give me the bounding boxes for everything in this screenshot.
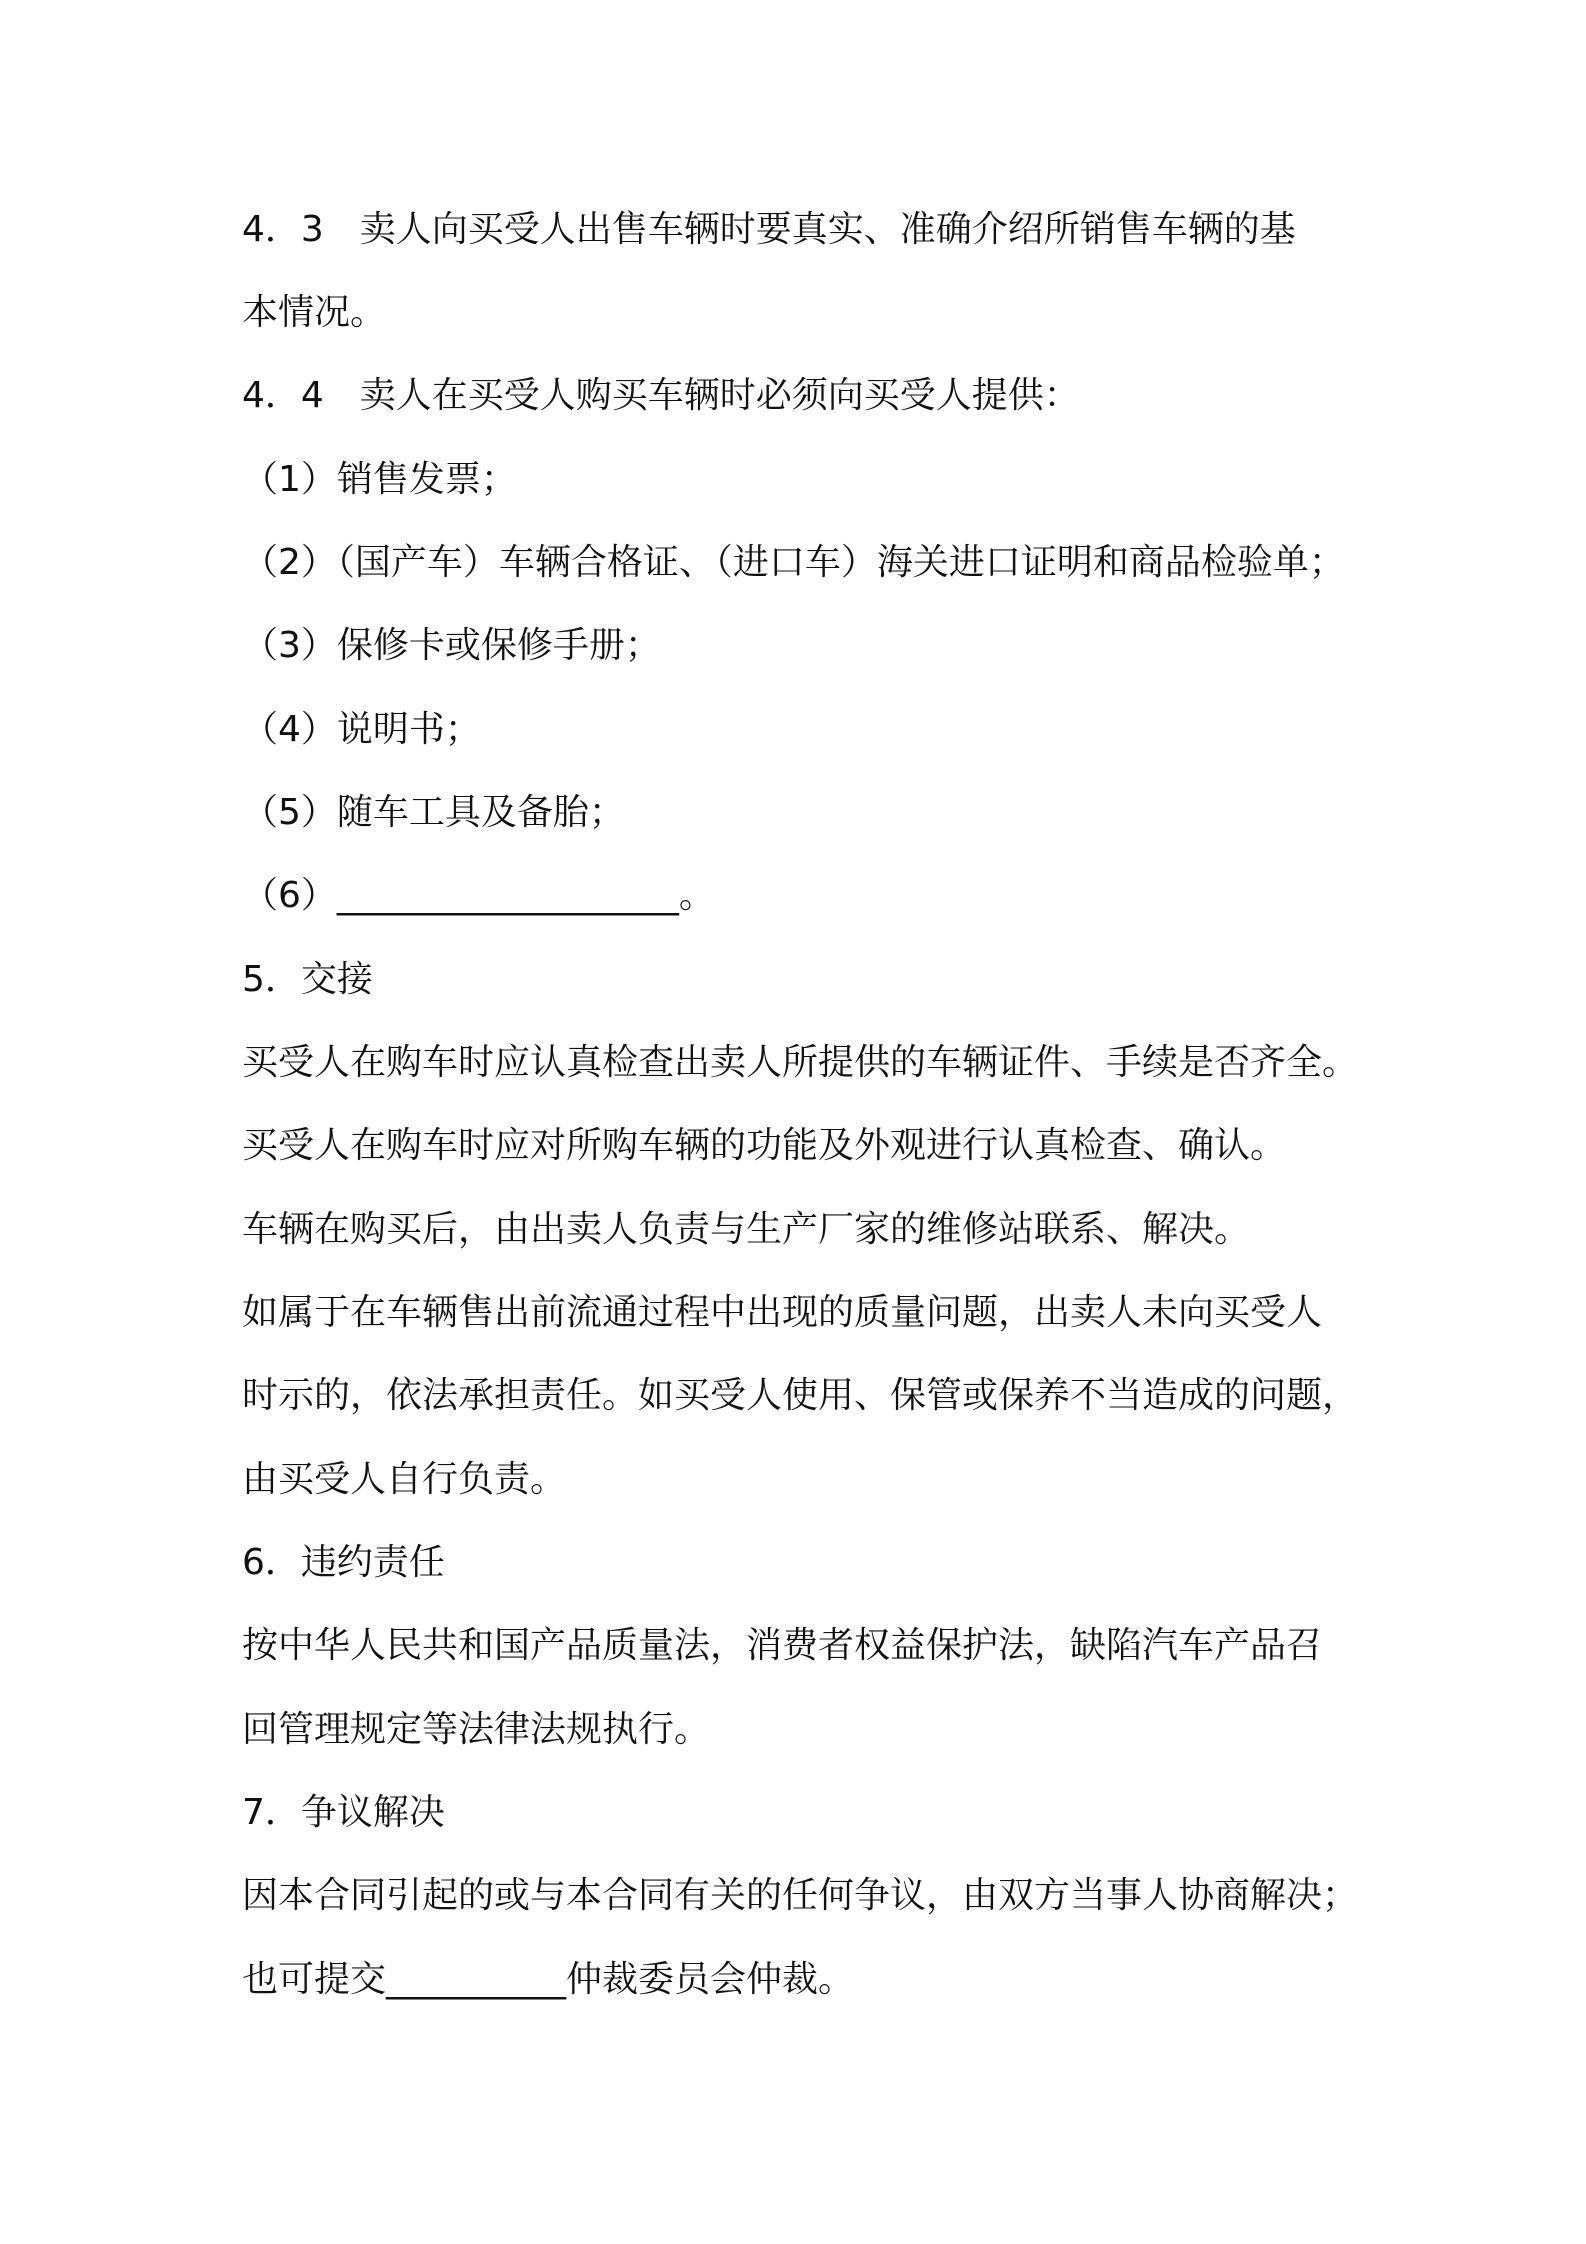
section-5-para-2: 买受人在购车时应对所购车辆的功能及外观进行认真检查、确认。 (242, 1125, 1287, 1166)
section-6-para-line-1: 按中华人民共和国产品质量法，消费者权益保护法，缺陷汽车产品召 (242, 1625, 1323, 1666)
clause-4-4: 4．4 卖人在买受人购买车辆时必须向买受人提供： (242, 375, 1080, 416)
section-7-para-line-2: 也可提交__________仲裁委员会仲裁。 (242, 1959, 855, 2000)
item-1: （1）销售发票； (242, 459, 517, 500)
item-6-blank: （6）___________________。 (242, 875, 715, 916)
section-5-heading: 5．交接 (242, 959, 373, 1000)
clause-4-3-line-1: 4．3 卖人向买受人出售车辆时要真实、准确介绍所销售车辆的基 (242, 209, 1296, 250)
item-2: （2）（国产车）车辆合格证、（进口车）海关进口证明和商品检验单； (242, 542, 1345, 583)
section-7-heading: 7．争议解决 (242, 1792, 445, 1833)
section-5-para-1: 买受人在购车时应认真检查出卖人所提供的车辆证件、手续是否齐全。 (242, 1042, 1359, 1083)
clause-4-3-line-2: 本情况。 (242, 292, 387, 333)
section-5-para-4-line-2: 时示的，依法承担责任。如买受人使用、保管或保养不当造成的问题， (242, 1375, 1359, 1416)
section-5-para-3: 车辆在购买后，由出卖人负责与生产厂家的维修站联系、解决。 (242, 1209, 1251, 1250)
section-5-para-4-line-1: 如属于在车辆售出前流通过程中出现的质量问题，出卖人未向买受人 (242, 1292, 1323, 1333)
section-7-para-line-1: 因本合同引起的或与本合同有关的任何争议，由双方当事人协商解决； (242, 1875, 1359, 1916)
item-3: （3）保修卡或保修手册； (242, 625, 661, 666)
section-6-para-line-2: 回管理规定等法律法规执行。 (242, 1709, 711, 1750)
section-5-para-4-line-3: 由买受人自行负责。 (242, 1459, 567, 1500)
item-4: （4）说明书； (242, 709, 481, 750)
section-6-heading: 6．违约责任 (242, 1542, 445, 1583)
item-5: （5）随车工具及备胎； (242, 792, 625, 833)
